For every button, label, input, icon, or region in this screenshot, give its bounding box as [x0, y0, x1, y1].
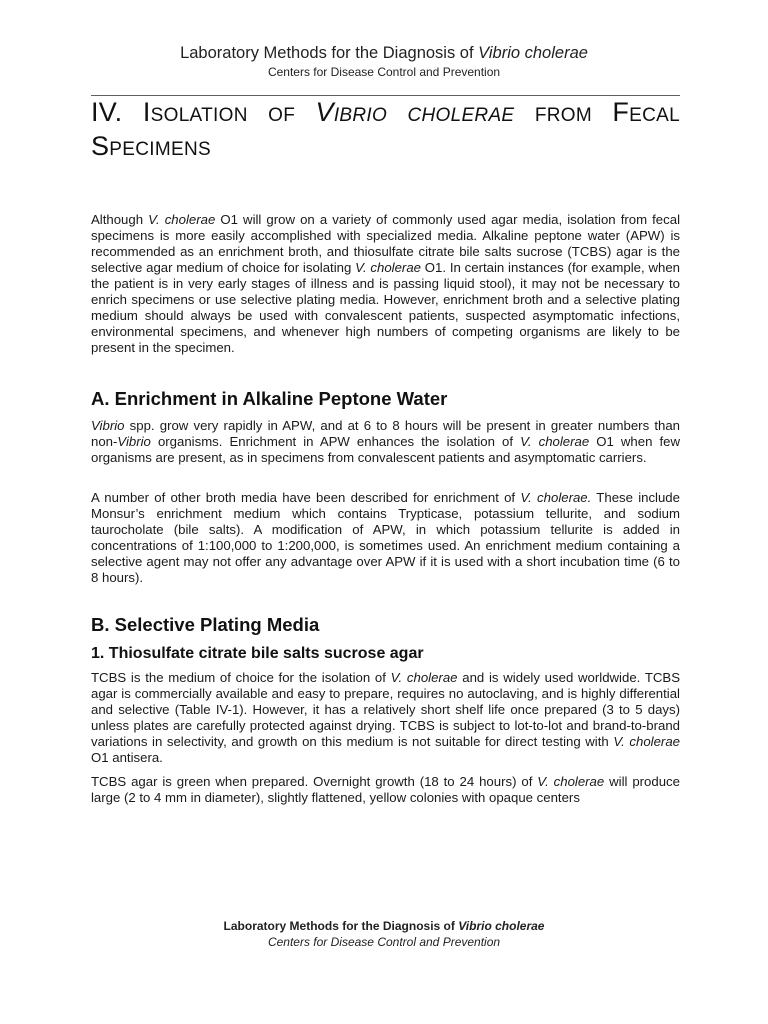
- running-header-subtitle: Centers for Disease Control and Prevention: [267, 65, 501, 79]
- running-footer-title: Laboratory Methods for the Diagnosis of Vibrio cholerae: [223, 919, 545, 933]
- heading-enrichment: A. Enrichment in Alkaline Peptone Water: [91, 388, 448, 409]
- section-title: IV. Isolation of Vibrio cholerae from Fecal Specimens: [91, 97, 680, 161]
- running-footer-subtitle: Centers for Disease Control and Prevention: [267, 935, 501, 949]
- intro-paragraph: Although V. cholerae O1 will grow on a variety of commonly used agar media, isolation from fecal specimens is more easily accomplished with specialized media. Alkaline peptone water (APW) is recommended as an enrichment broth, and thiosulfate citrate bile salts sucrose (TCBS) agar is the selective agar medium of choice for isolating V. cholerae O1. In certain instances (for example, when the patient is in very early stages of illness and is passing liquid stool), it may not be necessary to enrich specimens or use selective plating media. However, enrichment broth and a selective plating medium should always be used with convalescent patients, suspected asymptomatic infections, environmental specimens, and whenever high numbers of competing organisms are likely to be present in the specimen.: [91, 212, 680, 355]
- running-header-title: Laboratory Methods for the Diagnosis of Vibrio cholerae: [180, 44, 588, 62]
- enrichment-paragraph-2: A number of other broth media have been described for enrichment of V. cholerae. These include Monsur’s enrichment medium which contains Trypticase, potassium tellurite, and sodium taurocholate (bile salts). A modification of APW, in which potassium tellurite is added in concentrations of 1:100,000 to 1:200,000, is sometimes used. An enrichment medium containing a selective agent may not offer any advantage over APW if it is used with a short incubation time (6 to 8 hours).: [91, 490, 680, 585]
- tcbs-paragraph-2: TCBS agar is green when prepared. Overnight growth (18 to 24 hours) of V. cholerae will produce large (2 to 4 mm in diameter), slightly flattened, yellow colonies with opaque centers: [91, 774, 680, 805]
- enrichment-paragraph-1: Vibrio spp. grow very rapidly in APW, and at 6 to 8 hours will be present in greater numbers than non-Vibrio organisms. Enrichment in APW enhances the isolation of V. cholerae O1 when few organisms are present, as in specimens from convalescent patients and asymptomatic carriers.: [91, 418, 680, 465]
- tcbs-paragraph-1: TCBS is the medium of choice for the isolation of V. cholerae and is widely used worldwide. TCBS agar is commercially available and easy to prepare, requires no autoclaving, and is highly differential and selective (Table IV-1). However, it has a relatively short shelf life once prepared (3 to 5 days) unless plates are carefully protected against drying. TCBS is subject to lot-to-lot and brand-to-brand variations in selectivity, and growth on this medium is not suitable for direct testing with V. cholerae O1 antisera.: [91, 670, 681, 765]
- heading-selective-plating: B. Selective Plating Media: [91, 614, 320, 635]
- subheading-tcbs: 1. Thiosulfate citrate bile salts sucrose agar: [91, 645, 424, 662]
